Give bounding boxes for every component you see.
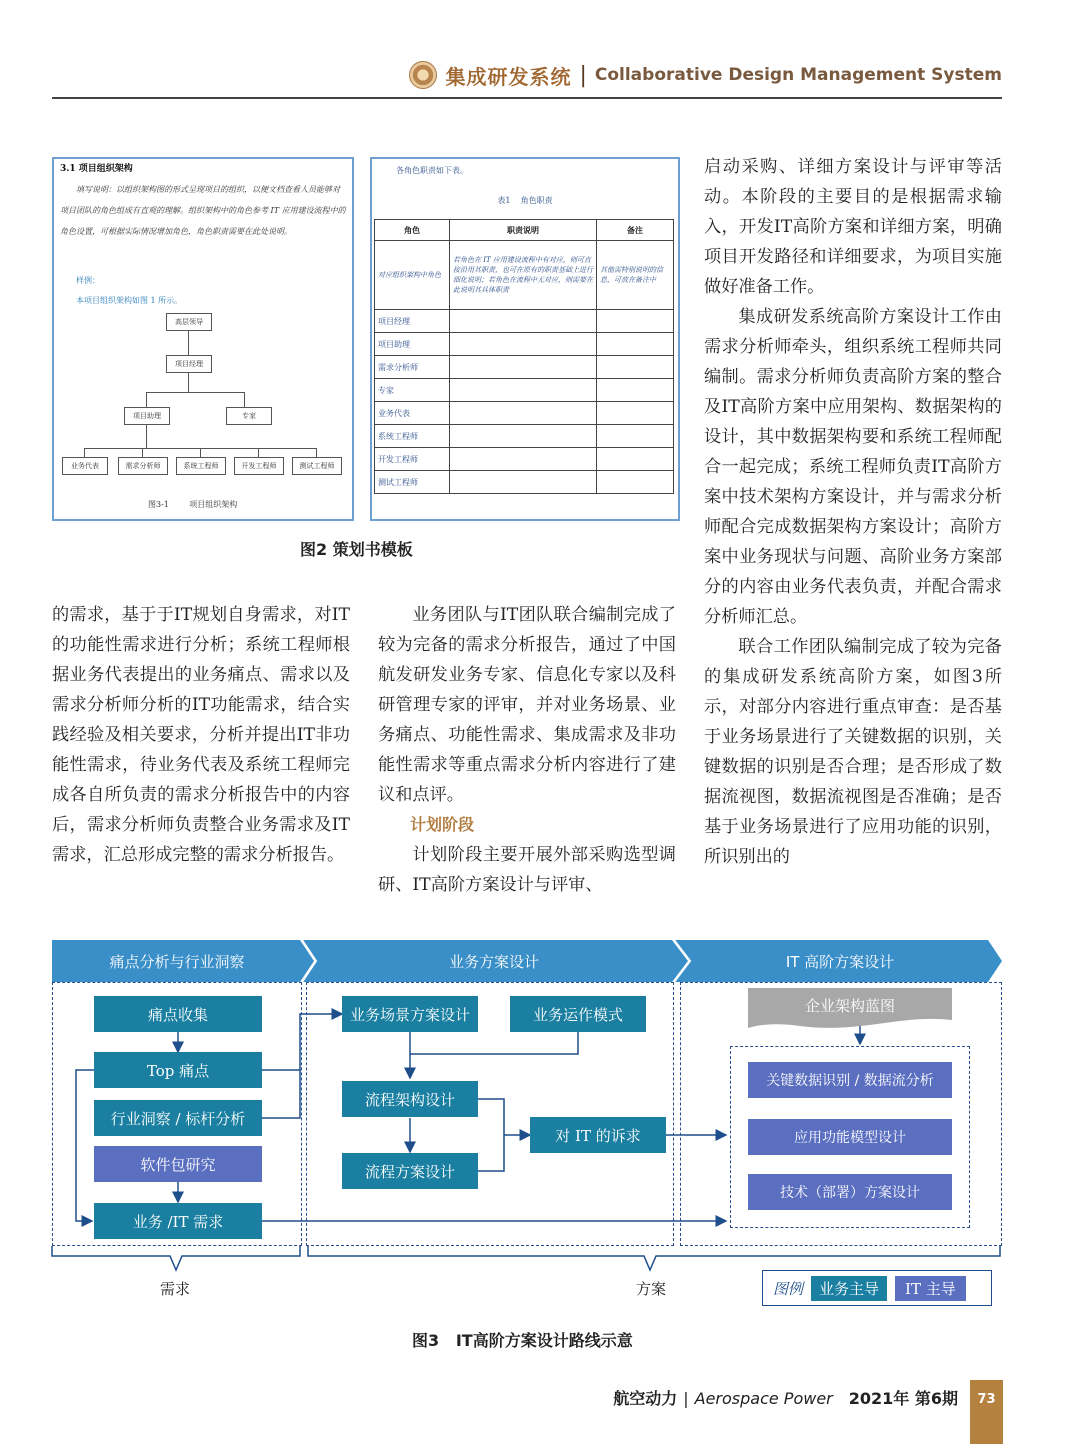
fig2-example-text: 本项目组织架构如图 1 所示。 (76, 296, 183, 305)
table-header: 备注 (597, 220, 674, 241)
section-heading: 计划阶段 (410, 815, 475, 834)
org-node: 项目助理 (124, 407, 170, 425)
node-pain-collect: 痛点收集 (94, 996, 262, 1032)
paragraph: 业务团队与IT团队联合编制完成了较为完备的需求分析报告，通过了中国航发研发业务专家、信息化专家以及科研管理专家的评审，并对业务场景、业务痛点、功能性需求、集成需求及非功能性需求等重点需求分析内容进行了建议和点评。 (378, 605, 676, 805)
fig2-guide: 填写说明：以组织架构图的形式呈现项目的组织，以便文档查看人员能够对项目团队的角色组成有直观的理解。组织架构中的角色参考 IT 应用建设流程中的角色设置，可根据实际情况增加角色，角色职责需要在此处说明。 (60, 185, 346, 236)
paragraph: 启动采购、详细方案设计与评审等活动。本阶段的主要目的是根据需求输入，开发IT高阶方案和详细方案，明确项目开发路径和详细要求，为项目实施做好准备工作。 (704, 157, 1002, 297)
org-node: 高层领导 (166, 313, 212, 331)
table-cell: 系统工程师 (375, 425, 450, 448)
fig2-table-title: 表1 角色职责 (497, 196, 553, 205)
paragraph: 计划阶段主要开展外部采购选型调研、IT高阶方案设计与评审、 (378, 845, 676, 895)
legend-item-it: IT 主导 (895, 1276, 966, 1301)
node-industry-insight: 行业洞察 / 标杆分析 (94, 1100, 262, 1136)
node-key-data: 关键数据识别 / 数据流分析 (748, 1062, 952, 1098)
node-app-model: 应用功能模型设计 (748, 1119, 952, 1155)
org-node: 专家 (226, 407, 272, 425)
legend-item-business: 业务主导 (811, 1276, 887, 1301)
phase-label: IT 高阶方案设计 (785, 952, 895, 971)
table-cell: 业务代表 (375, 402, 450, 425)
org-node: 开发工程师 (234, 457, 284, 475)
org-node: 系统工程师 (176, 457, 226, 475)
journal-footer (613, 1386, 958, 1409)
node-top-pain: Top 痛点 (94, 1052, 262, 1088)
node-tech-design: 技术（部署）方案设计 (748, 1174, 952, 1210)
table-cell: 专家 (375, 379, 450, 402)
table-cell: 开发工程师 (375, 448, 450, 471)
fig2-table-intro: 各角色职责如下表。 (396, 166, 468, 175)
org-caption: 图3-1 项目组织架构 (148, 500, 238, 509)
fig2-example-label: 样例： (76, 276, 100, 285)
org-node: 测试工程师 (292, 457, 342, 475)
node-process-design: 流程方案设计 (342, 1153, 478, 1189)
node-ea-blueprint: 企业架构蓝图 (804, 996, 895, 1015)
node-operation-mode: 业务运作模式 (510, 996, 646, 1032)
fig2-section: 3.1 项目组织架构 (60, 164, 133, 174)
footer-issue: 2021年 第6期 (848, 1389, 958, 1408)
legend-title: 图例 (773, 1279, 804, 1298)
node-process-arch: 流程架构设计 (342, 1081, 478, 1117)
page-number: 73 (970, 1380, 1003, 1444)
brace-label-sol: 方案 (636, 1280, 667, 1298)
table-cell: 需求分析师 (375, 356, 450, 379)
org-node: 需求分析师 (118, 457, 168, 475)
header-sep: | (579, 62, 587, 88)
table-cell: 对应组织架构中角色 (375, 241, 450, 310)
table-cell: 测试工程师 (375, 471, 450, 494)
org-node: 业务代表 (62, 457, 108, 475)
paragraph: 集成研发系统高阶方案设计工作由需求分析师牵头，组织系统工程师共同编制。需求分析师负责高阶方案的整合及IT高阶方案中应用架构、数据架构的设计，其中数据架构要和系统工程师配合一起完成；系统工程师负责IT高阶方案中技术架构方案设计，并与需求分析师配合完成数据架构方案设计；高阶方案中业务现状与问题、高阶业务方案部分的内容由业务代表负责，并配合需求分析师汇总。 (704, 307, 1002, 627)
table-cell: 项目经理 (375, 310, 450, 333)
footer-en: Aerospace Power (694, 1389, 833, 1408)
header-en: Collaborative Design Management System (594, 65, 1002, 85)
footer-cn: 航空动力 (613, 1389, 678, 1408)
org-node: 项目经理 (166, 355, 212, 373)
node-it-demand: 对 IT 的诉求 (530, 1117, 666, 1153)
brace-label-req: 需求 (160, 1280, 191, 1298)
table-header: 职责说明 (450, 220, 597, 241)
table-cell: 若角色在 IT 应用建设流程中有对应，则可直接沿用其职责，也可在原有的职责基础上进行细化说明；若角色在流程中无对应，则需要在此说明其具体职责 (450, 241, 597, 310)
node-scenario-design: 业务场景方案设计 (342, 996, 478, 1032)
fig3-caption: 图3 IT高阶方案设计路线示意 (412, 1331, 633, 1350)
node-package-study: 软件包研究 (94, 1146, 262, 1182)
table-cell: 其他需特别说明的信息，可放在备注中 (597, 241, 674, 310)
node-biz-it-req: 业务 /IT 需求 (94, 1203, 262, 1239)
footer-sep: | (683, 1389, 689, 1408)
paragraph: 联合工作团队编制完成了较为完备的集成研发系统高阶方案，如图3所示，对部分内容进行重点审查：是否基于业务场景进行了关键数据的识别，关键数据的识别是否合理；是否形成了数据流视图，数据流视图是否准确；是否基于业务场景进行了应用功能的识别，所识别出的 (704, 637, 1002, 867)
phase-label: 业务方案设计 (448, 952, 539, 971)
fig2-caption: 图2 策划书模板 (300, 540, 413, 559)
paragraph: 的需求，基于于IT规划自身需求，对IT的功能性需求进行分析；系统工程师根据业务代表提出的业务痛点、需求以及需求分析师分析的IT功能需求，结合实践经验及相关要求，分析并提出IT非功能性需求，待业务代表及系统工程师完成各自所负责的需求分析报告中的内容后，需求分析师负责整合业务需求及IT需求，汇总形成完整的需求分析报告。 (52, 605, 350, 865)
phase-label: 痛点分析与行业洞察 (109, 952, 245, 971)
header-cn: 集成研发系统 (445, 64, 572, 89)
legend (762, 1270, 992, 1306)
table-cell: 项目助理 (375, 333, 450, 356)
table-header: 角色 (375, 220, 450, 241)
